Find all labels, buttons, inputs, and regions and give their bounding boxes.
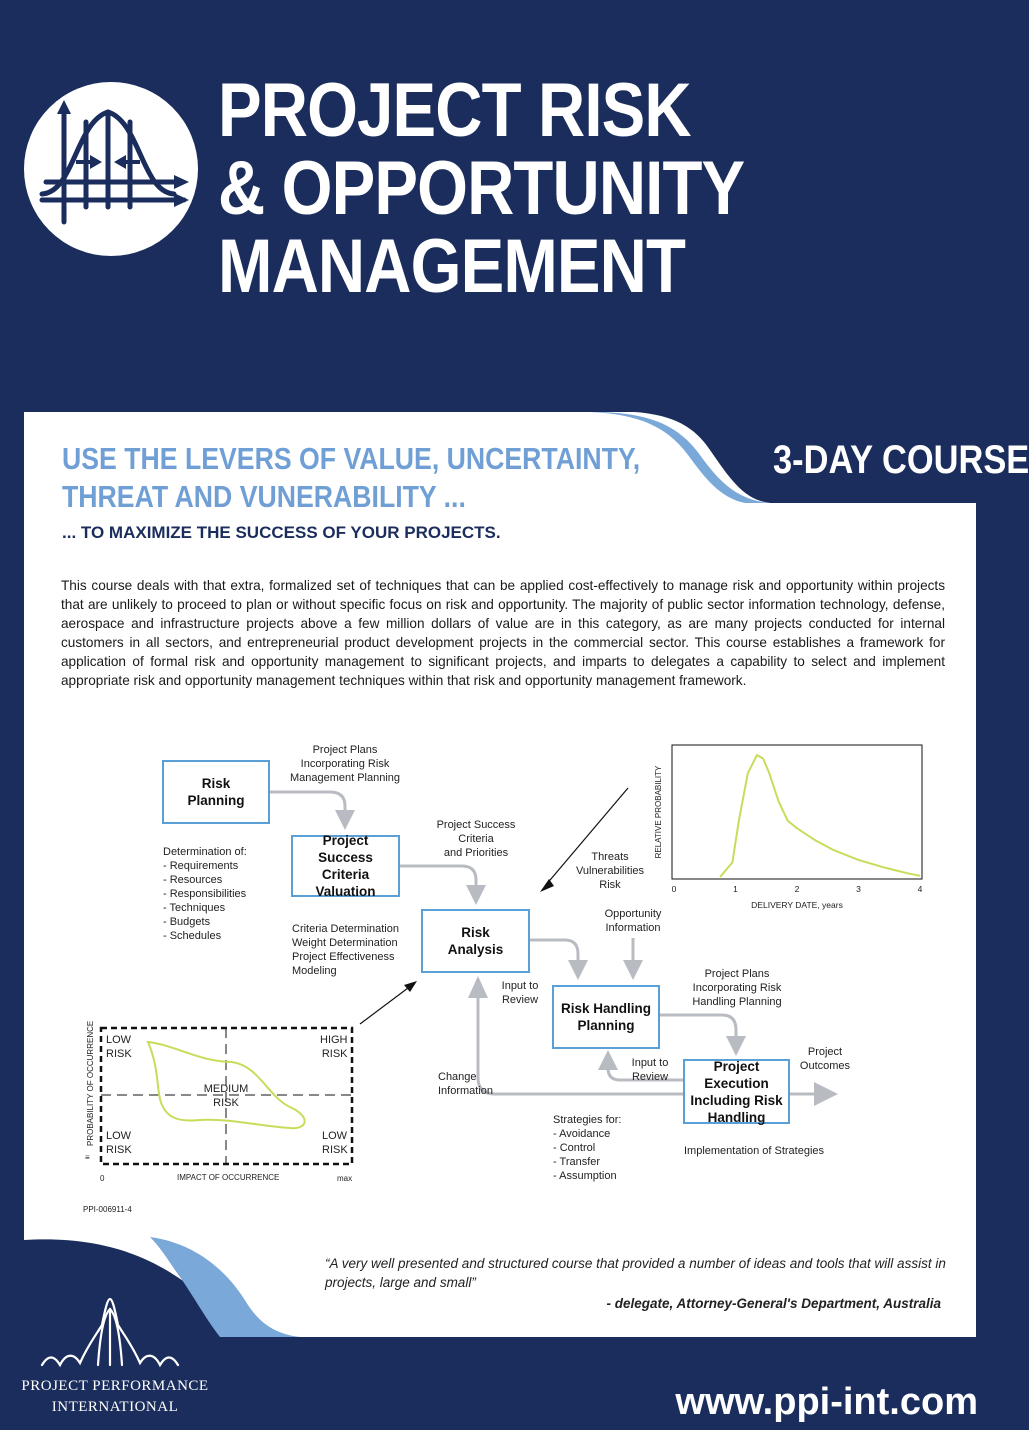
risk-handling-label: Risk Handling Planning [560,1001,651,1033]
chart-x-tick-3: 3 [856,884,861,894]
matrix-low-risk-bottom-left: LOW RISK [106,1130,132,1156]
delivery-probability-chart [640,740,940,915]
matrix-low-risk-bottom-right: LOW RISK [322,1130,348,1156]
course-duration-badge: 3-DAY COURSE [773,438,1029,482]
website-link[interactable]: www.ppi-int.com [675,1381,978,1423]
matrix-x-axis-label: IMPACT OF OCCURRENCE [177,1173,280,1182]
company-name-line-2: INTERNATIONAL [51,1399,179,1415]
input-to-review-label-1: Input to Review [501,980,539,1006]
risk-planning-label: Risk Planning [187,776,245,808]
company-name [20,1376,210,1418]
plans-risk-management-label: Project Plans Incorporating Risk Management Planning [289,744,401,784]
company-name-line-1: PROJECT PERFORMANCE [21,1378,209,1394]
document-code: PPI-006911-4 [83,1205,132,1214]
plans-risk-handling-label: Project Plans Incorporating Risk Handling Planning [692,968,782,1008]
chart-y-axis-label: RELATIVE PROBABILITY [654,765,663,859]
criteria-determination-label: Criteria Determination Weight Determination Project Effectiveness Modeling [292,923,399,977]
matrix-low-risk-top-left: LOW RISK [106,1034,132,1060]
threats-label: Threats Vulnerabilities Risk [575,851,645,891]
matrix-y-min: ≡ [85,1153,90,1162]
matrix-y-axis-label: PROBABILITY OF OCCURRENCE [86,1020,95,1146]
opportunity-label: Opportunity Information [604,908,662,934]
matrix-medium-risk: MEDIUM RISK [203,1083,249,1109]
matrix-high-risk: HIGH RISK [320,1034,348,1060]
headline-line-2: THREAT AND VUNERABILITY ... [62,479,466,514]
chart-plot-area [672,745,922,879]
strategies-list: Strategies for: - Avoidance - Control - Transfer - Assumption [553,1114,622,1182]
project-execution-label: Project Execution Including Risk Handling [690,1058,783,1125]
project-outcomes-label: Project Outcomes [799,1046,851,1072]
chart-x-tick-4: 4 [917,884,923,894]
chart-x-tick-0: 0 [671,884,677,894]
title-line-3: MANAGEMENT [218,224,686,309]
risk-handling-box [552,985,660,1049]
risk-analysis-box [421,909,530,973]
success-criteria-box [291,835,400,897]
matrix-x-max: max [337,1174,353,1183]
chart-x-tick-1: 1 [733,884,738,894]
testimonial-attribution: - delegate, Attorney-General's Department, Australia [606,1296,941,1311]
success-criteria-label: Project Success Criteria Valuation [315,833,376,899]
determination-list: Determination of: - Requirements - Resources - Responsibilities - Techniques - Budgets - Schedules [163,846,247,942]
chart-x-tick-2: 2 [794,884,800,894]
risk-analysis-label: Risk Analysis [447,925,504,957]
matrix-x-min: 0 [100,1174,105,1183]
project-execution-box [683,1059,790,1124]
title-line-1: PROJECT RISK [218,68,691,153]
company-logo-icon [40,1295,180,1370]
testimonial-quote: “A very well presented and structured course that provided a number of ideas and tools that will assist in projects, large and small” [325,1256,946,1290]
course-description: This course deals with that extra, formalized set of techniques that can be applied cost-effectively to manage risk and opportunity within projects that are unlikely to proceed to plan or without specific focus on risk and opportunity. The majority of public sector information technology, defense, aerospace and infrastructure projects above a few million dollars of value are in this category, as are many projects conducted for internal customers in all sectors, and entrepreneurial product development projects in the commercial sector. This course establishes a framework for application of formal risk and opportunity management to significant projects, and imparts to delegates a capability to select and implement appropriate risk and opportunity management techniques within that risk and opportunity management framework. [61,578,945,688]
headline-line-1: USE THE LEVERS OF VALUE, UNCERTAINTY, [62,441,641,476]
title-line-2: & OPPORTUNITY [218,146,745,231]
risk-planning-box [162,760,270,824]
chart-x-axis-label: DELIVERY DATE, years [751,900,843,910]
implementation-label: Implementation of Strategies [684,1145,825,1157]
intro-subheadline: ... TO MAXIMIZE THE SUCCESS OF YOUR PROJECTS. [62,523,501,542]
input-to-review-label-2: Input to Review [631,1057,669,1083]
change-information-label: Change Information [438,1071,494,1097]
success-criteria-priorities-label: Project Success Criteria and Priorities [436,819,516,859]
